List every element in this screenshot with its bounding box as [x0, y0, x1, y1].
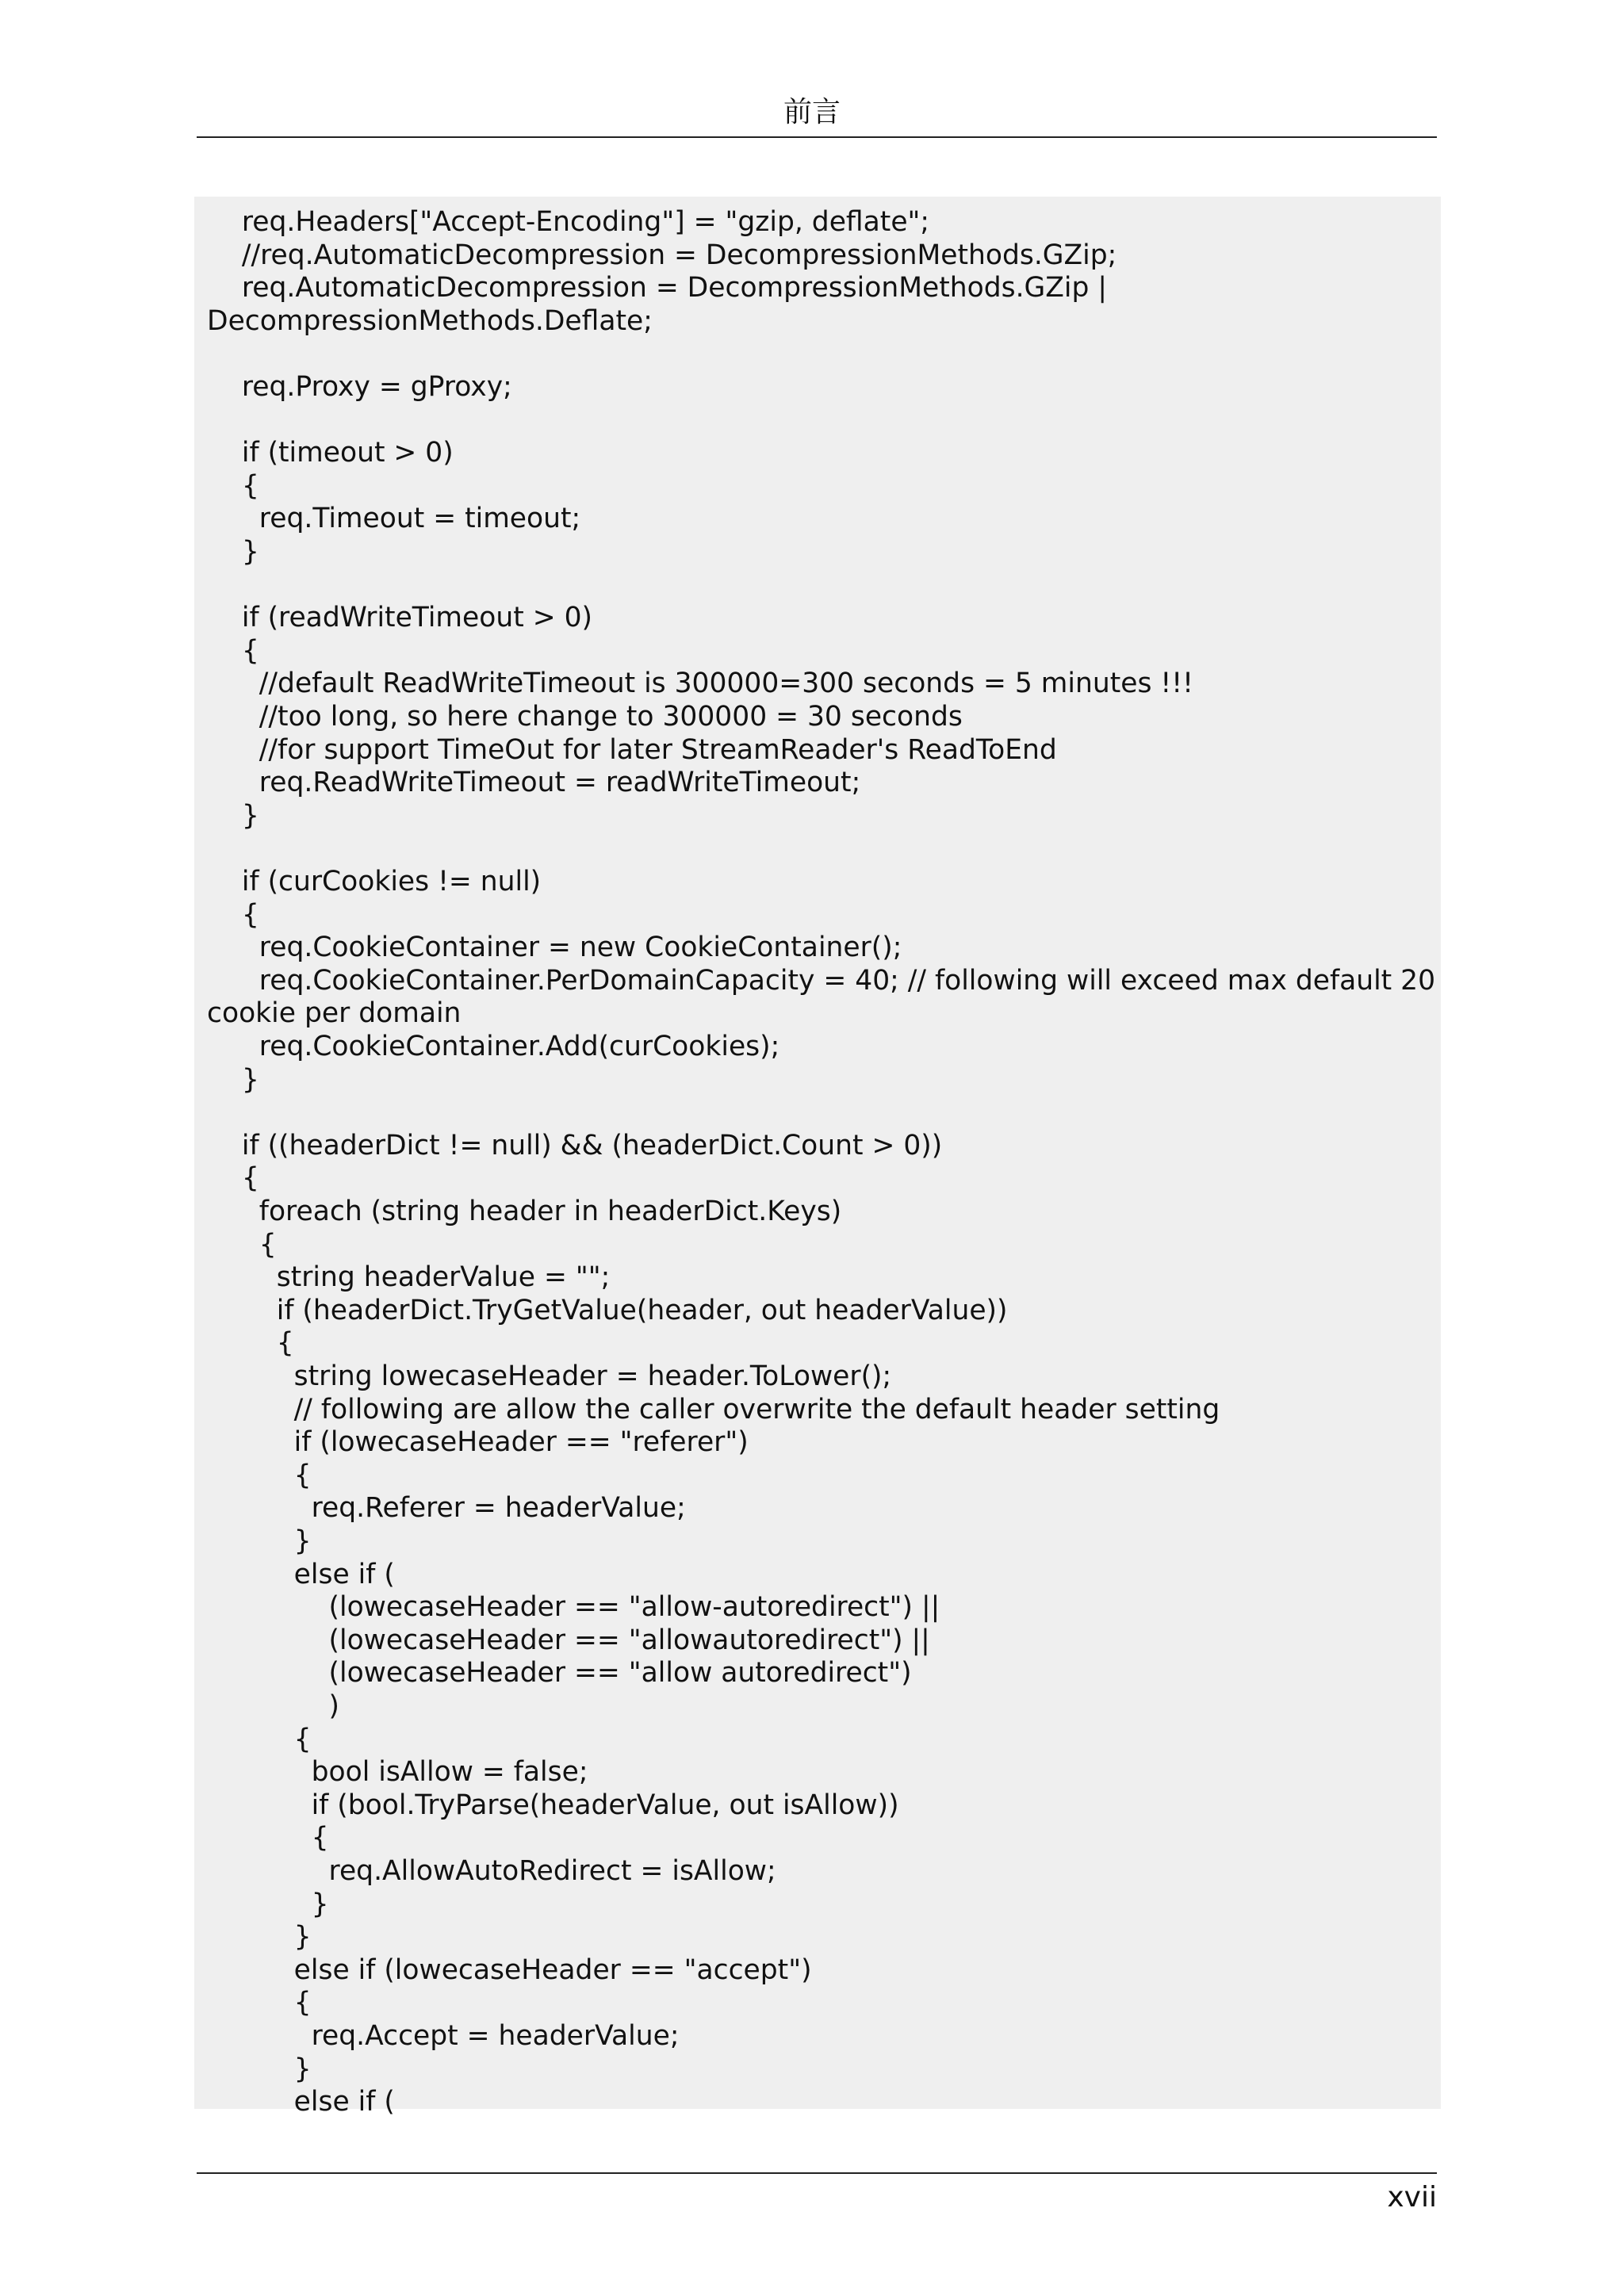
code-line: if (timeout > 0) — [207, 437, 454, 469]
footer-divider — [197, 2172, 1437, 2174]
code-line: req.CookieContainer.Add(curCookies); — [207, 1031, 780, 1062]
code-line: { — [207, 1162, 259, 1195]
page-number: xvii — [1387, 2181, 1437, 2214]
code-line: if (bool.TryParse(headerValue, out isAllow)) — [207, 1789, 899, 1821]
code-line: req.ReadWriteTimeout = readWriteTimeout; — [207, 767, 861, 799]
code-line: if ((headerDict != null) && (headerDict.Count > 0)) — [207, 1129, 943, 1161]
code-listing — [194, 197, 1441, 2118]
code-line: { — [207, 1459, 312, 1491]
code-line: else if (lowecaseHeader == "accept") — [207, 1954, 812, 1986]
code-line: { — [207, 634, 259, 667]
code-line: if (curCookies != null) — [207, 866, 542, 897]
code-line: req.AllowAutoRedirect = isAllow; — [207, 1855, 776, 1887]
code-line: { — [207, 1822, 329, 1854]
code-line: req.AutomaticDecompression = DecompressionMethods.GZip | — [207, 272, 1107, 304]
code-line: //for support TimeOut for later StreamReader's ReadToEnd — [207, 733, 1057, 766]
code-line: (lowecaseHeader == "allowautoredirect") || — [207, 1624, 930, 1656]
code-line: { — [207, 1327, 294, 1360]
code-line: cookie per domain — [207, 997, 462, 1030]
code-line: string headerValue = ""; — [207, 1261, 611, 1294]
code-line: } — [207, 1921, 312, 1954]
code-line: DecompressionMethods.Deflate; — [207, 304, 653, 337]
code-line: ) — [207, 1690, 339, 1722]
code-line: else if ( — [207, 2086, 395, 2118]
code-line: req.CookieContainer = new CookieContainer(); — [207, 932, 902, 964]
code-line: string lowecaseHeader = header.ToLower(); — [207, 1360, 892, 1392]
code-line: } — [207, 1888, 329, 1920]
code-line: req.CookieContainer.PerDomainCapacity = 40; // following will exceed max default 20 — [207, 964, 1436, 997]
code-line: (lowecaseHeader == "allow autoredirect") — [207, 1657, 912, 1689]
code-line: foreach (string header in headerDict.Keys) — [207, 1196, 842, 1227]
code-line: req.Referer = headerValue; — [207, 1492, 686, 1525]
code-line: { — [207, 1228, 277, 1261]
code-line: // following are allow the caller overwrite the default header setting — [207, 1393, 1220, 1425]
code-line: { — [207, 1987, 312, 2019]
code-line: { — [207, 898, 259, 931]
code-line: else if ( — [207, 1558, 395, 1590]
code-line: req.Accept = headerValue; — [207, 2020, 680, 2052]
code-line: } — [207, 2053, 312, 2085]
header-divider — [197, 136, 1437, 138]
code-line: //too long, so here change to 300000 = 30 seconds — [207, 701, 963, 733]
code-line: req.Timeout = timeout; — [207, 503, 581, 535]
code-line: //req.AutomaticDecompression = DecompressionMethods.GZip; — [207, 239, 1117, 271]
code-line: if (lowecaseHeader == "referer") — [207, 1426, 749, 1459]
code-line: req.Proxy = gProxy; — [207, 371, 512, 403]
code-line: (lowecaseHeader == "allow-autoredirect") || — [207, 1591, 940, 1624]
running-header-title: 前言 — [783, 96, 841, 128]
code-line: req.Headers["Accept-Encoding"] = "gzip, deflate"; — [207, 206, 930, 238]
code-line: { — [207, 1723, 312, 1755]
code-line: if (headerDict.TryGetValue(header, out headerValue)) — [207, 1294, 1008, 1326]
code-line: //default ReadWriteTimeout is 300000=300 seconds = 5 minutes !!! — [207, 668, 1193, 700]
code-line: bool isAllow = false; — [207, 1756, 588, 1789]
code-line: if (readWriteTimeout > 0) — [207, 602, 592, 634]
code-line: } — [207, 536, 259, 568]
code-line: } — [207, 1525, 312, 1557]
code-line: } — [207, 1063, 259, 1096]
code-line: { — [207, 469, 259, 502]
code-line: } — [207, 799, 259, 832]
